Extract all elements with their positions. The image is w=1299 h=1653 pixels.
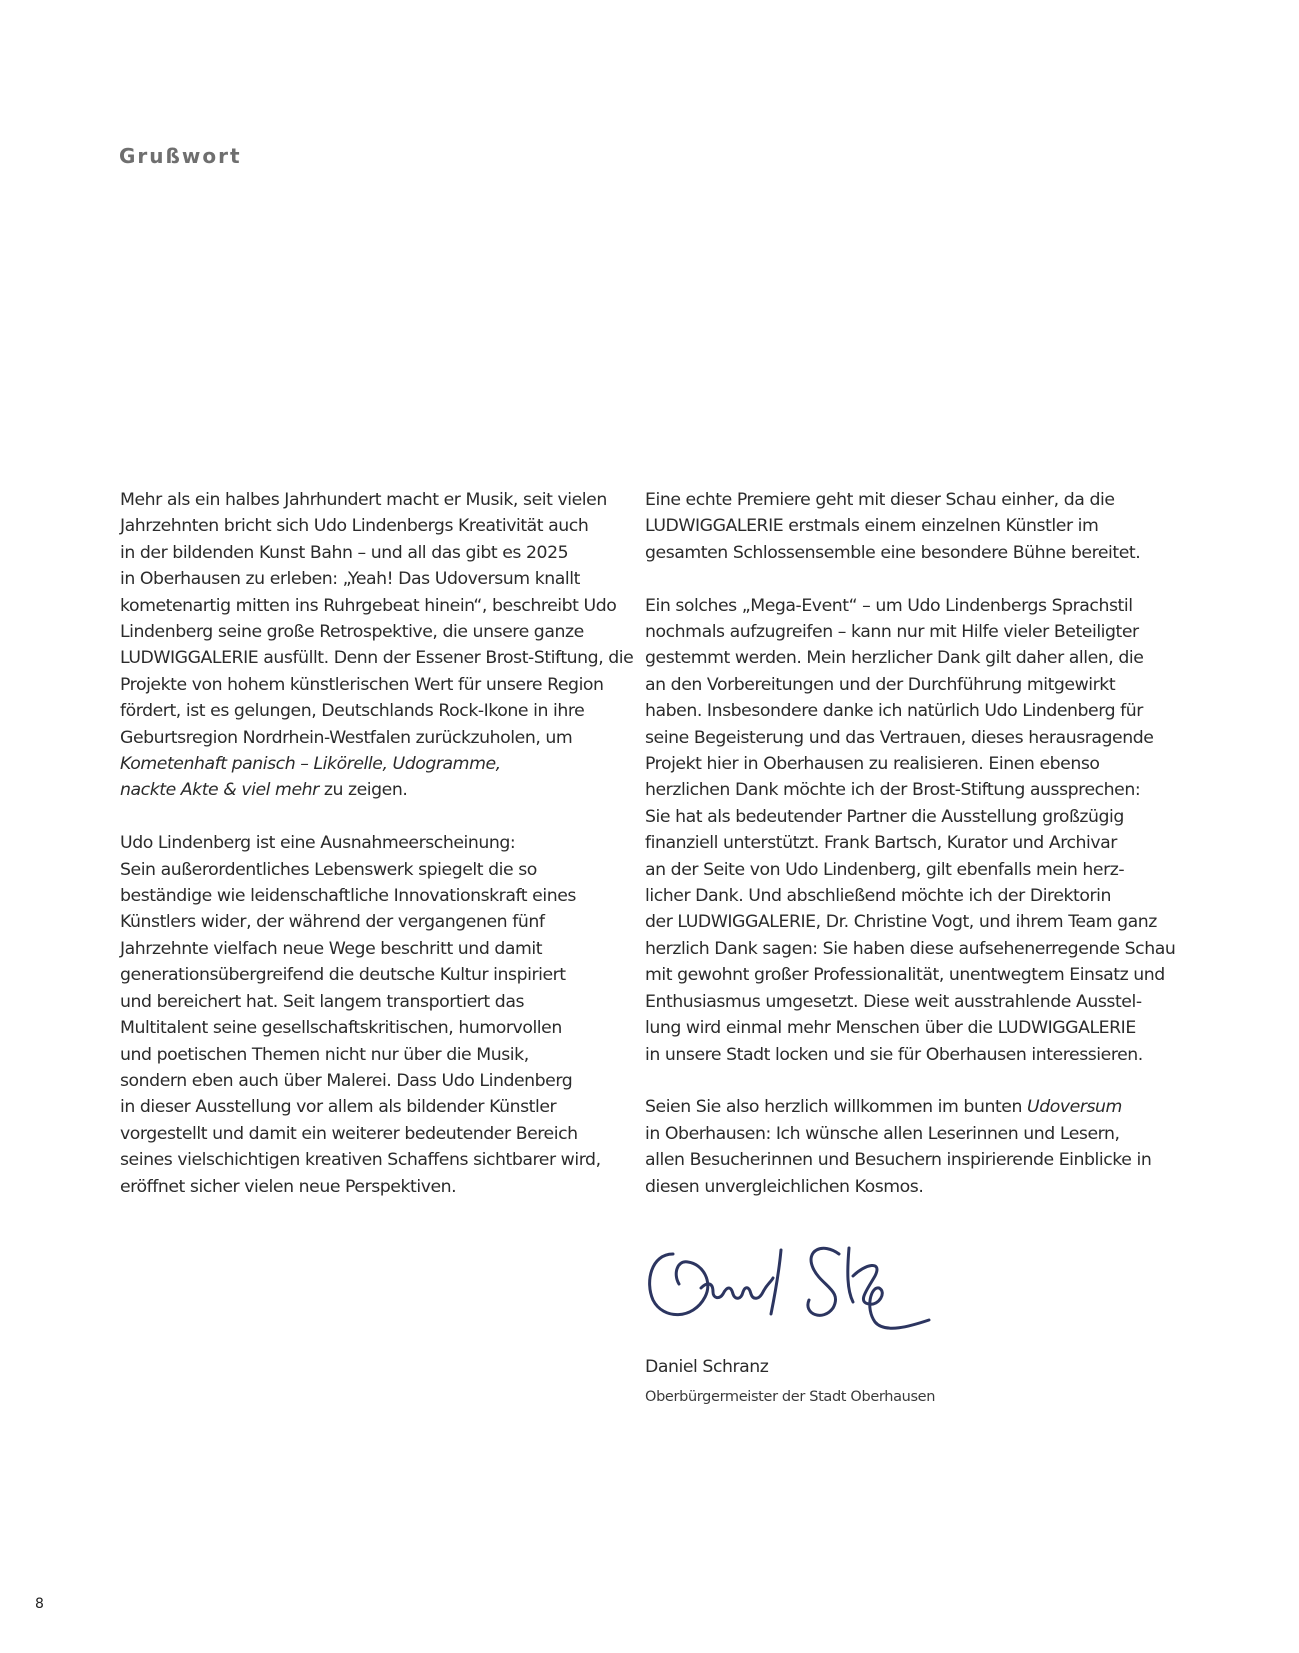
text-line: an den Vorbereitungen und der Durchführung mitgewirkt <box>645 674 1116 695</box>
text-line: Künstlers wider, der während der vergangenen fünf <box>120 912 545 933</box>
text-line: Ein solches „Mega-Event“ – um Udo Lindenbergs Sprachstil <box>645 595 1133 616</box>
text-line: Eine echte Premiere geht mit dieser Schau einher, da die <box>645 490 1115 510</box>
text-line: Projekte von hohem künstlerischen Wert für unsere Region <box>120 674 604 695</box>
signatory-name: Daniel Schranz <box>645 1357 769 1377</box>
left-column <box>120 487 634 1200</box>
text-line: fördert, ist es gelungen, Deutschlands Rock-Ikone in ihre <box>120 701 585 722</box>
text-line: und bereichert hat. Seit langem transportiert das <box>120 991 525 1012</box>
text-line: Jahrzehnten bricht sich Udo Lindenbergs Kreativität auch <box>120 516 589 537</box>
text-line: seines vielschichtigen kreativen Schaffens sichtbarer wird, <box>120 1150 601 1171</box>
text-line: Projekt hier in Oberhausen zu realisieren. Einen ebenso <box>645 754 1100 775</box>
text-line: LUDWIGGALERIE erstmals einem einzelnen Künstler im <box>645 516 1099 537</box>
text-line: mit gewohnt großer Professionalität, unentwegtem Einsatz und <box>645 965 1165 986</box>
text-line: Jahrzehnte vielfach neue Wege beschritt und damit <box>120 938 543 959</box>
text-line <box>645 1094 1145 1120</box>
text-line: eröffnet sicher vielen neue Perspektiven. <box>120 1176 457 1197</box>
text-line: haben. Insbesondere danke ich natürlich Udo Lindenberg für <box>645 701 1143 722</box>
signature-strokes <box>650 1248 929 1328</box>
text-line: Lindenberg seine große Retrospektive, die unsere ganze <box>120 622 584 643</box>
text-line: Sie hat als bedeutender Partner die Ausstellung großzügig <box>645 806 1124 827</box>
text-line: diesen unvergleichlichen Kosmos. <box>645 1176 924 1197</box>
text-line-italic <box>120 751 620 777</box>
signature-graphic <box>643 1242 943 1352</box>
text-line: an der Seite von Udo Lindenberg, gilt ebenfalls mein herz- <box>645 859 1125 880</box>
text-line <box>120 777 620 803</box>
exhibition-title-part: nackte Akte & viel mehr <box>120 780 319 801</box>
text-plain: Seien Sie also herzlich willkommen im bunten <box>645 1097 1028 1118</box>
text-line: Enthusiasmus umgesetzt. Diese weit ausstrahlende Ausstel- <box>645 991 1142 1012</box>
text-line: Geburtsregion Nordrhein-Westfalen zurückzuholen, um <box>120 727 573 748</box>
text-line: gestemmt werden. Mein herzlicher Dank gilt daher allen, die <box>645 648 1144 669</box>
text-line: Mehr als ein halbes Jahrhundert macht er Musik, seit vielen <box>120 490 607 510</box>
text-line: Multitalent seine gesellschaftskritischen, humorvollen <box>120 1018 562 1039</box>
signature <box>643 1242 943 1352</box>
text-line: herzlichen Dank möchte ich der Brost-Stiftung aussprechen: <box>645 780 1141 801</box>
text-line: Sein außerordentliches Lebenswerk spiegelt die so <box>120 859 537 880</box>
page-heading: Grußwort <box>119 144 242 168</box>
right-column <box>645 487 1176 1200</box>
text-tail: zu zeigen. <box>318 780 408 801</box>
text-line: in Oberhausen: Ich wünsche allen Leserinnen und Lesern, <box>645 1123 1120 1144</box>
page-number: 8 <box>35 1596 44 1612</box>
text-line: und poetischen Themen nicht nur über die Musik, <box>120 1044 529 1065</box>
text-line: licher Dank. Und abschließend möchte ich der Direktorin <box>645 886 1112 907</box>
text-line: beständige wie leidenschaftliche Innovationskraft eines <box>120 886 576 907</box>
paragraph-gap <box>120 804 620 830</box>
text-line: nochmals aufzugreifen – kann nur mit Hilfe vieler Beteiligter <box>645 622 1139 643</box>
text-line: gesamten Schlossensemble eine besondere Bühne bereitet. <box>645 542 1141 563</box>
paragraph-gap <box>645 566 1145 592</box>
paragraph-gap <box>645 1068 1145 1094</box>
text-line: sondern eben auch über Malerei. Dass Udo Lindenberg <box>120 1070 573 1091</box>
text-line: in der bildenden Kunst Bahn – und all das gibt es 2025 <box>120 542 569 563</box>
text-line: generationsübergreifend die deutsche Kultur inspiriert <box>120 965 566 986</box>
text-line: in Oberhausen zu erleben: „Yeah! Das Udoversum knallt <box>120 569 580 590</box>
text-line: allen Besucherinnen und Besuchern inspirierende Einblicke in <box>645 1150 1152 1171</box>
text-line: lung wird einmal mehr Menschen über die LUDWIGGALERIE <box>645 1018 1136 1039</box>
text-line: seine Begeisterung und das Vertrauen, dieses herausragende <box>645 727 1154 748</box>
exhibition-title-part: Kometenhaft panisch – Likörelle, Udogramme, <box>120 754 501 775</box>
signatory-role: Oberbürgermeister der Stadt Oberhausen <box>645 1389 936 1405</box>
text-line: der LUDWIGGALERIE, Dr. Christine Vogt, und ihrem Team ganz <box>645 912 1157 933</box>
text-line: in unsere Stadt locken und sie für Oberhausen interessieren. <box>645 1044 1143 1065</box>
text-line: Udo Lindenberg ist eine Ausnahmeerscheinung: <box>120 833 516 854</box>
text-line: finanziell unterstützt. Frank Bartsch, Kurator und Archivar <box>645 833 1117 854</box>
text-line: in dieser Ausstellung vor allem als bildender Künstler <box>120 1097 557 1118</box>
text-line: vorgestellt und damit ein weiterer bedeutender Bereich <box>120 1123 578 1144</box>
udoversum-italic: Udoversum <box>1027 1097 1122 1118</box>
text-line: kometenartig mitten ins Ruhrgebeat hinein“, beschreibt Udo <box>120 595 617 616</box>
text-line: LUDWIGGALERIE ausfüllt. Denn der Essener Brost-Stiftung, die <box>120 648 634 669</box>
text-line: herzlich Dank sagen: Sie haben diese aufsehenerregende Schau <box>645 938 1176 959</box>
